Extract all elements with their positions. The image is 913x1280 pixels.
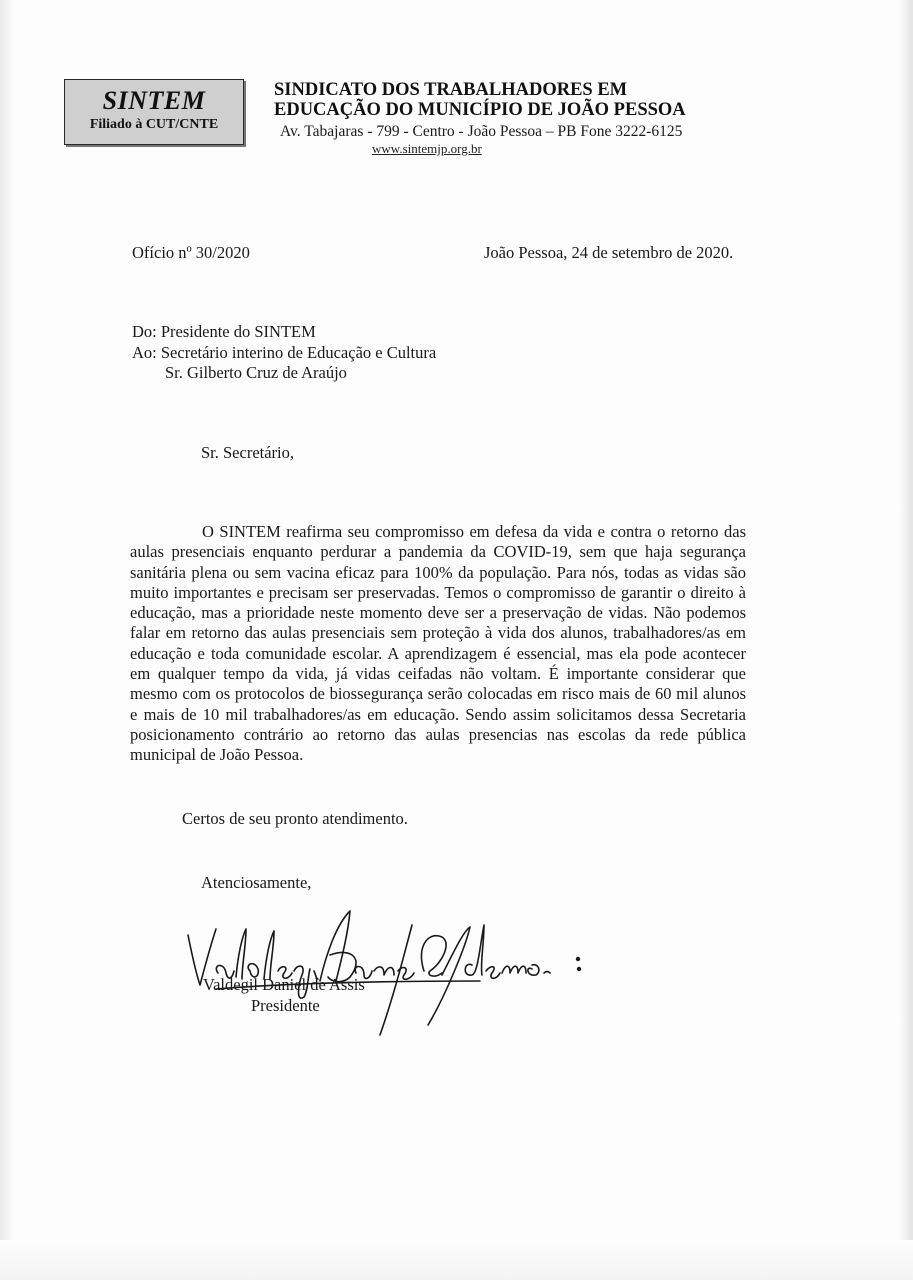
- letter-to: Ao: Secretário interino de Educação e Cultura: [132, 343, 437, 362]
- letter-reference: Ofício nº 30/2020: [132, 243, 250, 262]
- org-address: Av. Tabajaras - 799 - Centro - João Pessoa – PB Fone 3222-6125: [280, 123, 683, 140]
- sintem-logo: [64, 79, 244, 145]
- letter-body: O SINTEM reafirma seu compromisso em defesa da vida e contra o retorno das aulas presenciais enquanto perdurar a pandemia da COVID-19, sem que haja segurança sanitária plena ou sem vacina eficaz para 100% da população. Para nós, todas as vidas são muito importantes e precisam ser preservadas. Temos o compromisso de garantir o direito à educação, mas a prioridade neste momento deve ser a preservação de vidas. Não podemos falar em retorno das aulas presenciais sem proteção à vida dos alunos, trabalhadores/as em educação e toda comunidade escolar. A aprendizagem é essencial, mas ela pode acontecer em qualquer tempo da vida, já vidas ceifadas não voltam. É importante considerar que mesmo com os protocolos de biossegurança serão colocadas em risco mais de 60 mil alunos e mais de 10 mil trabalhadores/as em educação. Sendo assim solicitamos dessa Secretaria posicionamento contrário ao retorno das aulas presencias nas escolas da rede pública municipal de João Pessoa.: [130, 522, 746, 765]
- signer-name: Valdegil Daniel de Assis: [203, 975, 365, 994]
- letter-closing: Certos de seu pronto atendimento.: [182, 809, 408, 828]
- letter-regards: Atenciosamente,: [201, 873, 312, 892]
- org-website-link[interactable]: www.sintemjp.org.br: [372, 141, 482, 156]
- logo-name: SINTEM: [102, 86, 206, 115]
- logo-affiliation: Filiado à CUT/CNTE: [89, 117, 219, 132]
- letter-salutation: Sr. Secretário,: [201, 443, 295, 462]
- letter-to-name: Sr. Gilberto Cruz de Araújo: [165, 363, 347, 382]
- letter-date: João Pessoa, 24 de setembro de 2020.: [484, 243, 734, 262]
- org-name-line1: SINDICATO DOS TRABALHADORES EM: [274, 80, 628, 100]
- scan-edge-right: [899, 0, 913, 1280]
- letter-from: Do: Presidente do SINTEM: [132, 322, 316, 341]
- signer-role: Presidente: [251, 996, 320, 1015]
- handwritten-signature: [180, 885, 600, 1050]
- scan-edge-left: [0, 0, 14, 1280]
- org-name-line2: EDUCAÇÃO DO MUNICÍPIO DE JOÃO PESSOA: [274, 100, 686, 120]
- scan-edge-bottom: [0, 1240, 913, 1280]
